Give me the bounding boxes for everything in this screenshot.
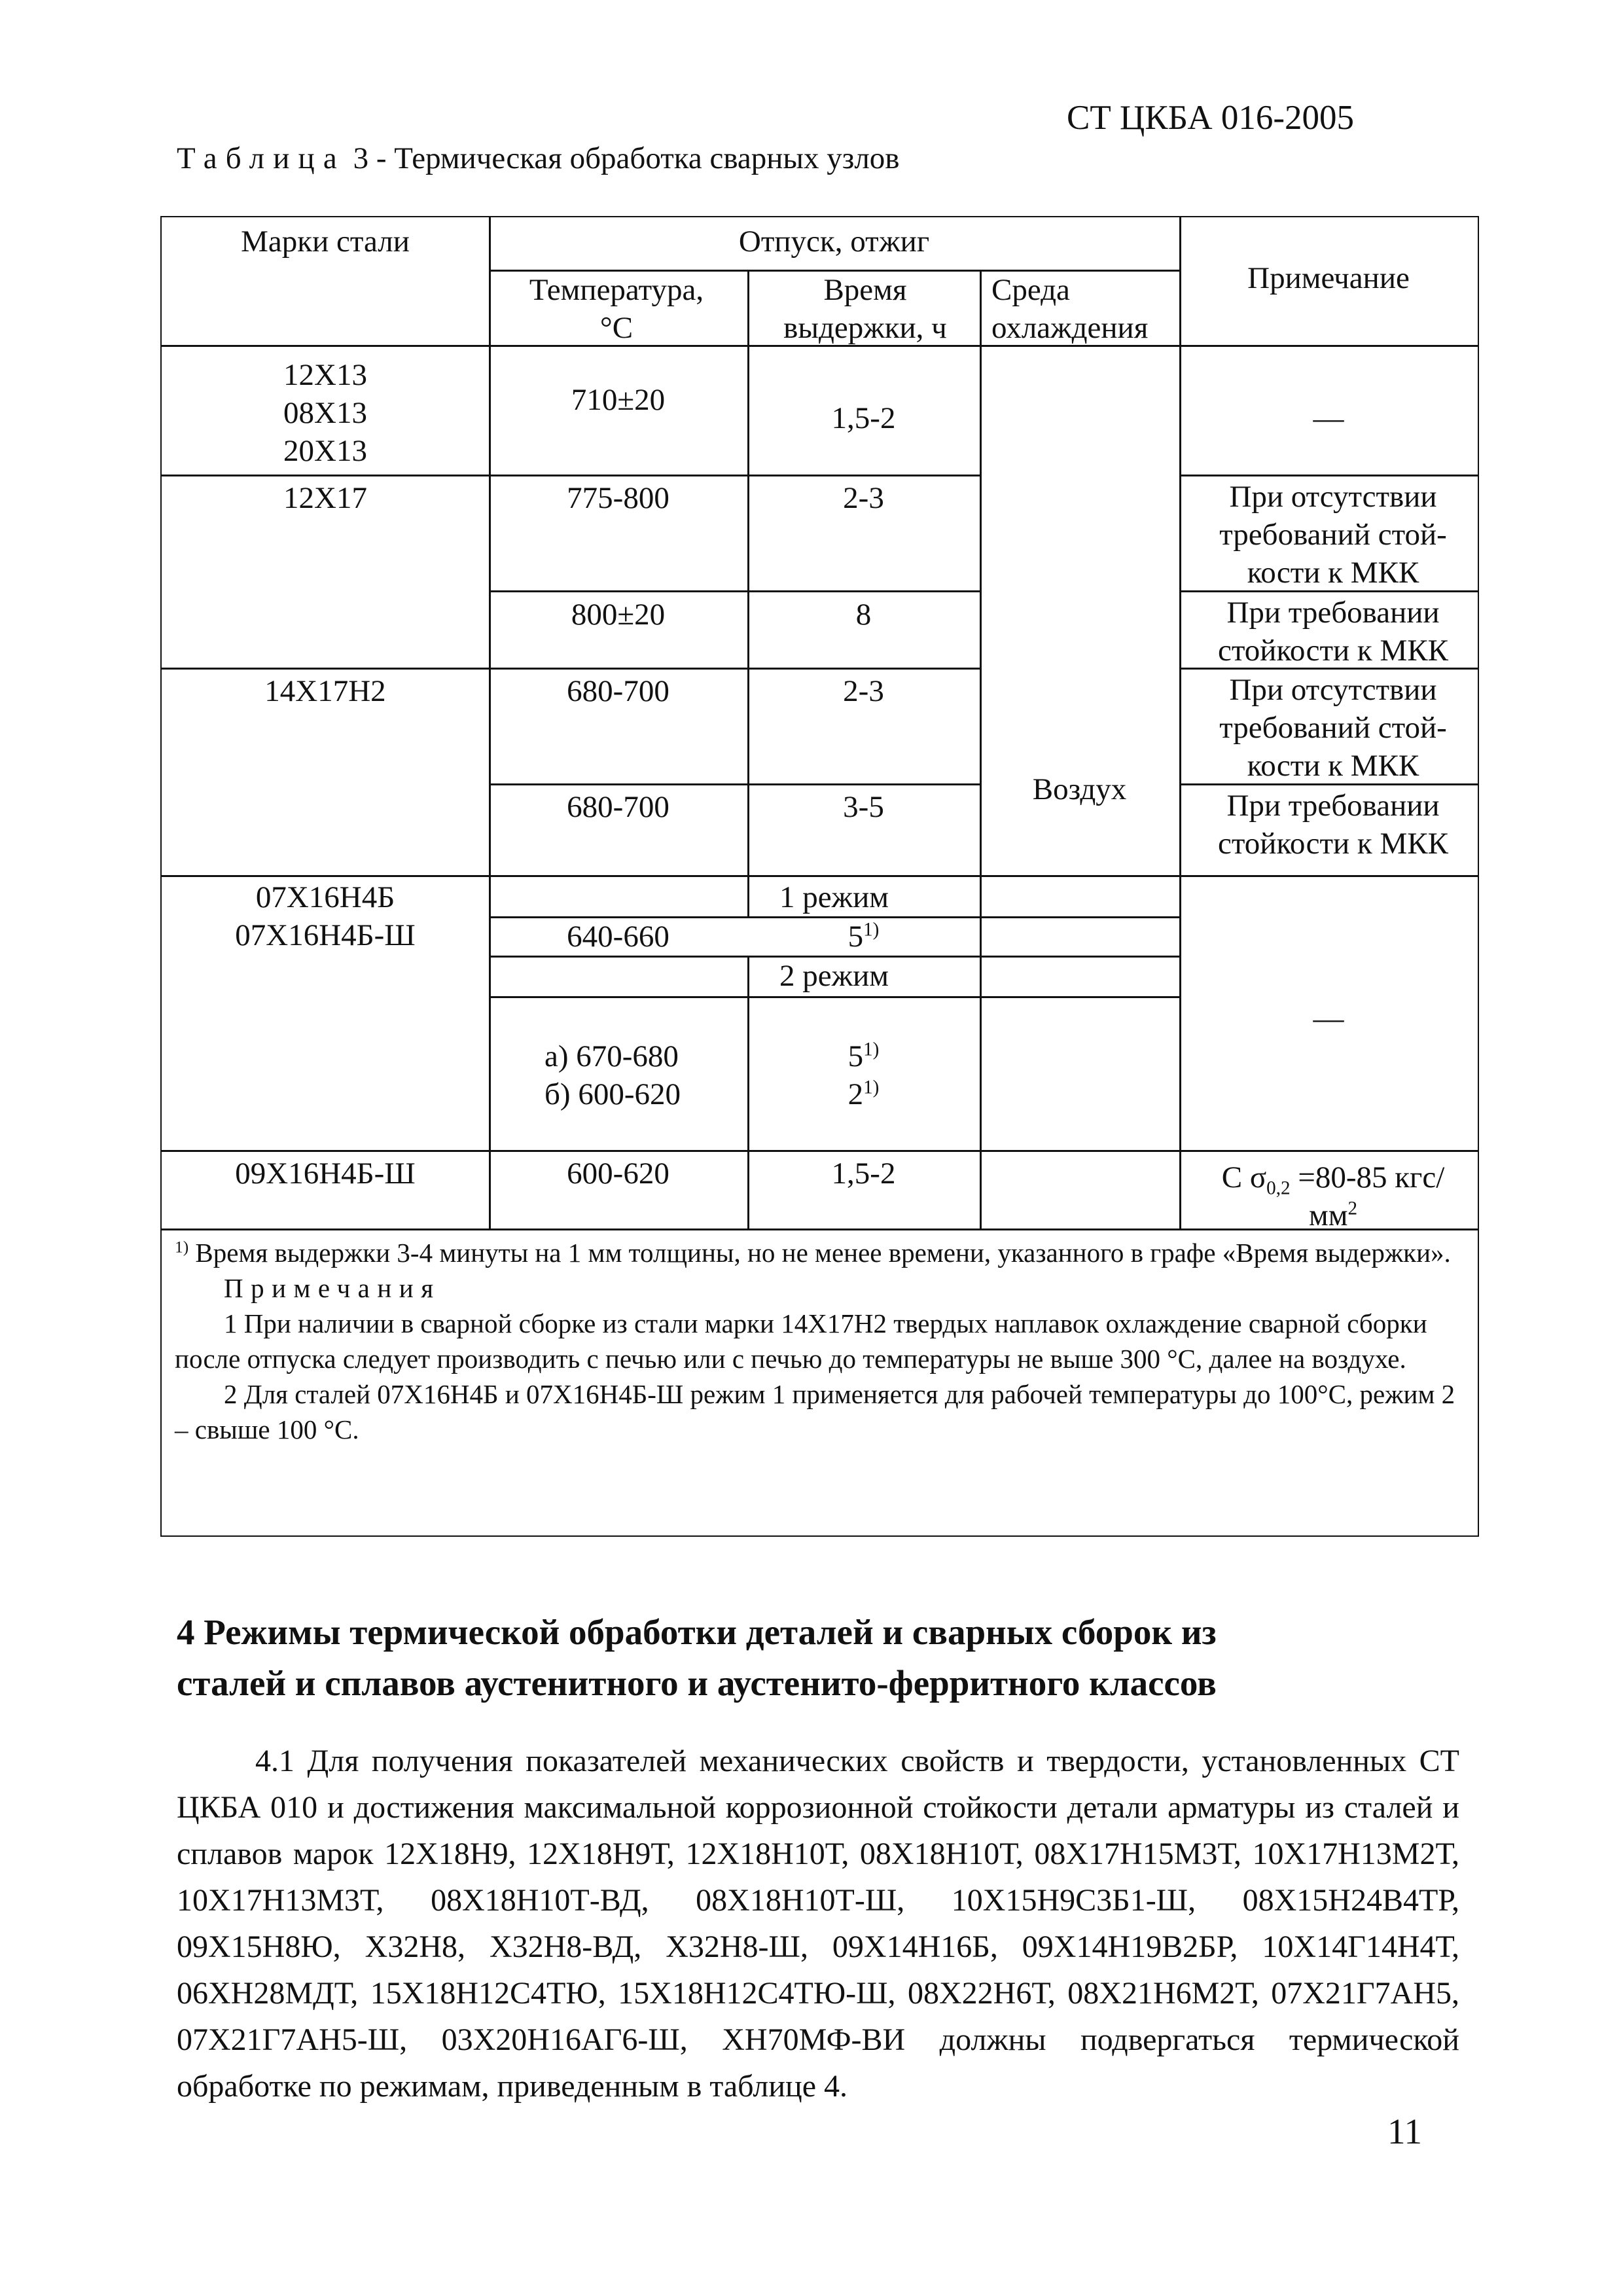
- header-note: Примечание: [1247, 261, 1410, 295]
- table-line: [162, 668, 980, 670]
- time-value: [747, 918, 980, 956]
- time-value: [747, 1075, 980, 1113]
- mode-label: 1 режим: [779, 880, 889, 914]
- page-number: 11: [1387, 2111, 1422, 2151]
- steel-grade: 14Х17Н2: [264, 674, 386, 708]
- note-value: При отсутствии требований стой-кости к МКК: [1219, 480, 1447, 590]
- note-text: =80-85 кгс/мм: [1290, 1160, 1445, 1232]
- heat-treatment-table: [160, 216, 1479, 1537]
- notes-title-text: Примечания: [224, 1273, 441, 1303]
- table-caption: [177, 141, 899, 176]
- footnote: [175, 1235, 1464, 1270]
- steel-grade: 20Х13: [283, 434, 367, 468]
- temperature-value: б) 600-620: [544, 1077, 681, 1111]
- table-line: [489, 217, 491, 1229]
- steel-grade: 12Х13: [283, 358, 367, 392]
- note-value: [1209, 1158, 1457, 1234]
- time-value: 1,5-2: [831, 1157, 896, 1191]
- time-value-text: 5: [847, 1039, 864, 1073]
- note-1: 1 При наличии в сварной сборке из стали марки 14Х17Н2 твердых наплавок охлаждение сварной сборки после отпуска следует производить с печью или с печью до температуры не выше 300 °С, далее на воздухе.: [175, 1308, 1427, 1374]
- time-value: 2-3: [843, 674, 884, 708]
- time-value: 1,5-2: [831, 401, 896, 435]
- footnote-text: Время выдержки 3-4 минуты на 1 мм толщины, но не менее времени, указанного в графе «Время выдержки».: [188, 1238, 1451, 1268]
- temperature-value: 710±20: [571, 383, 666, 417]
- footnote-marker: 1): [863, 1077, 880, 1098]
- section-title-line: сталей и сплавов аустенитного и аустенито-ферритного классов: [177, 1663, 1217, 1703]
- table-line: [162, 875, 1478, 877]
- document-code: СТ ЦКБА 016-2005: [1067, 99, 1355, 137]
- table-caption-prefix: Таблица: [177, 141, 346, 175]
- table-footnotes: [175, 1235, 1464, 1447]
- table-line: [489, 590, 980, 592]
- note-2: 2 Для сталей 07Х16Н4Б и 07Х16Н4Б-Ш режим 1 применяется для рабочей температуры до 100°С, режим 2 – свыше 100 °С.: [175, 1379, 1455, 1444]
- time-value: [747, 1037, 980, 1075]
- temperature-value: 680-700: [567, 674, 669, 708]
- steel-grade: 12Х17: [283, 481, 367, 515]
- time-value: 2-3: [843, 481, 884, 515]
- section-title-line: 4 Режимы термической обработки деталей и сварных сборок из: [177, 1612, 1217, 1652]
- note-superscript: 2: [1347, 1198, 1358, 1219]
- temperature-value: а) 670-680: [544, 1039, 679, 1073]
- table-line: [489, 996, 1179, 998]
- cooling-medium-value: Воздух: [1032, 772, 1127, 806]
- temperature-value: 640-660: [567, 920, 669, 954]
- time-value: 3-5: [843, 790, 884, 824]
- note-text: С σ: [1221, 1160, 1267, 1194]
- header-tempering: Отпуск, отжиг: [738, 224, 930, 259]
- mode-label: 2 режим: [779, 959, 889, 993]
- steel-grade: 07Х16Н4Б-Ш: [235, 918, 416, 952]
- time-value-text: 5: [847, 920, 864, 954]
- header-temperature: Температура, °С: [529, 273, 704, 345]
- header-cooling-medium: Среда охлаждения: [991, 273, 1149, 345]
- table-line: [162, 1150, 1478, 1152]
- temperature-value: 800±20: [571, 598, 666, 632]
- section-title: [177, 1607, 1459, 1709]
- section-paragraph: 4.1 Для получения показателей механических свойств и твердости, установленных СТ ЦКБА 010 и достижения максимальной коррозионной стойкости детали арматуры из сталей и сплавов марок 12Х18Н9, 12Х18Н9Т, 12Х18Н10Т, 08Х18Н10Т, 08Х17Н15М3Т, 10Х17Н13М2Т, 10Х17Н13М3Т, 08Х18Н10Т-ВД, 08Х18Н10Т-Ш, 10Х15Н9С3Б1-Ш, 08Х15Н24В4ТР, 09Х15Н8Ю, Х32Н8, Х32Н8-ВД, Х32Н8-Ш, 09Х14Н16Б, 09Х14Н19В2БР, 10Х14Г14Н4Т, 06ХН28МДТ, 15Х18Н12С4ТЮ, 15Х18Н12С4ТЮ-Ш, 08Х22Н6Т, 08Х21Н6М2Т, 07Х21Г7АН5, 07Х21Г7АН5-Ш, 03Х20Н16АГ6-Ш, ХН70МФ-ВИ должны подвергаться термической обработке по режимам, приведенным в таблице 4.: [177, 1744, 1459, 2104]
- steel-grade: 08Х13: [283, 396, 367, 430]
- time-value: 8: [855, 598, 872, 632]
- notes-title: [175, 1270, 1464, 1306]
- table-caption-title: 3 - Термическая обработка сварных узлов: [345, 141, 900, 175]
- note-value: При требовании стойкости к МКК: [1218, 596, 1448, 668]
- note-subscript: 0,2: [1266, 1177, 1291, 1199]
- header-time: Время выдержки, ч: [783, 273, 947, 345]
- table-line: [1179, 475, 1478, 476]
- temperature-value: 775-800: [567, 481, 669, 515]
- table-line: [162, 475, 980, 476]
- note-value: —: [1313, 401, 1344, 435]
- footnote-marker: 1): [175, 1238, 189, 1257]
- time-value-text: 2: [847, 1077, 864, 1111]
- header-steel: Марки стали: [241, 224, 410, 259]
- note-value: При требовании стойкости к МКК: [1218, 789, 1448, 861]
- table-line: [1179, 217, 1181, 1229]
- steel-grade: 07Х16Н4Б: [255, 880, 395, 914]
- note-value: —: [1313, 1001, 1344, 1035]
- table-line: [489, 783, 980, 785]
- temperature-value: 600-620: [567, 1157, 669, 1191]
- steel-grade: 09Х16Н4Б-Ш: [235, 1157, 416, 1191]
- footnote-marker: 1): [863, 1039, 880, 1060]
- table-line: [980, 270, 982, 1229]
- footnote-marker: 1): [863, 919, 880, 941]
- temperature-value: 680-700: [567, 790, 669, 824]
- note-value: При отсутствии требований стой-кости к МКК: [1219, 673, 1447, 783]
